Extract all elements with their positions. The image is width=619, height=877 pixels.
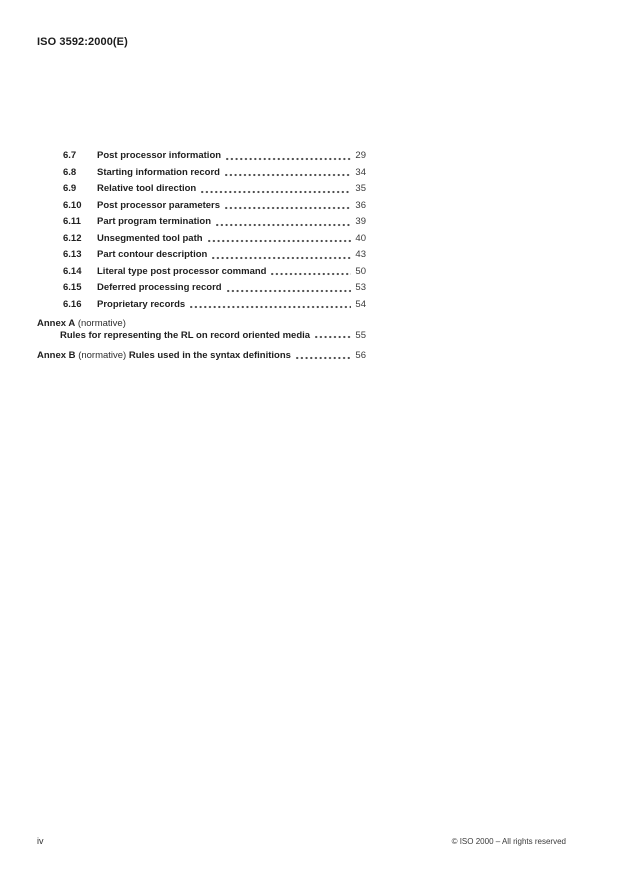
section-number: 6.12 [63, 232, 82, 244]
section-number: 6.14 [63, 265, 82, 277]
page-number: 55 [355, 329, 366, 341]
section-title: Post processor information [97, 150, 222, 161]
section-title: Part program termination [97, 216, 212, 227]
document-header-title: ISO 3592:2000(E) [37, 36, 128, 48]
page-number: 36 [355, 199, 366, 211]
annex-label: Annex A [37, 318, 76, 329]
section-number: 6.16 [63, 298, 82, 310]
toc-entry [63, 231, 366, 248]
section-number: 6.10 [63, 199, 82, 211]
section-title: Post processor parameters [97, 199, 221, 211]
toc-entry [63, 280, 366, 297]
section-title: Starting information record [97, 166, 220, 178]
section-number: 6.13 [63, 249, 82, 260]
toc-entry [63, 181, 366, 198]
toc-entry [63, 198, 366, 215]
annex-label: Annex B [37, 350, 76, 362]
dot-leader [208, 239, 351, 243]
annex-title: Rules used in the syntax definitions [128, 350, 291, 362]
section-title: Deferred processing record [97, 282, 222, 293]
dot-leader [226, 157, 351, 161]
page-number: 29 [355, 150, 366, 161]
toc-entry [63, 264, 366, 281]
section-number: 6.15 [63, 282, 82, 293]
page-number: 53 [355, 282, 366, 293]
dot-leader [296, 356, 351, 360]
page-number: 43 [355, 249, 366, 260]
footer-page-number: iv [37, 836, 44, 846]
page-number: 39 [355, 216, 366, 227]
page-number: 54 [355, 298, 366, 310]
table-of-contents [37, 148, 366, 362]
section-title: Relative tool direction [97, 183, 197, 194]
page-number: 35 [355, 183, 366, 194]
dot-leader [271, 272, 351, 276]
toc-annex-a [37, 318, 366, 341]
dot-leader [212, 256, 351, 260]
annex-qualifier: (normative) [78, 350, 127, 362]
page-number: 56 [355, 350, 366, 362]
toc-entry [63, 247, 366, 264]
toc-annex-b [37, 350, 366, 362]
annex-a-heading [37, 318, 366, 330]
page-number: 50 [355, 265, 366, 277]
dot-leader [201, 190, 351, 194]
toc-entry [63, 214, 366, 231]
dot-leader [225, 206, 351, 210]
dot-leader [190, 305, 351, 309]
section-number: 6.8 [63, 166, 77, 178]
dot-leader [216, 223, 351, 227]
section-number: 6.11 [63, 216, 81, 227]
dot-leader [315, 335, 351, 339]
annex-a-entry [37, 330, 366, 342]
section-title: Unsegmented tool path [97, 232, 203, 244]
page-number: 40 [355, 232, 366, 244]
section-number: 6.9 [63, 183, 77, 194]
section-number: 6.7 [63, 150, 77, 161]
toc-entry [63, 165, 366, 182]
dot-leader [227, 289, 351, 293]
annex-qualifier: (normative) [77, 318, 126, 329]
annex-b-text [37, 350, 291, 362]
footer-copyright-notice: © ISO 2000 – All rights reserved [451, 837, 566, 846]
section-title: Literal type post processor command [97, 265, 267, 277]
toc-entry [63, 148, 366, 165]
document-footer [37, 836, 566, 846]
section-title: Part contour description [97, 249, 208, 260]
annex-title: Rules for representing the RL on record oriented media [60, 329, 311, 341]
section-title: Proprietary records [97, 298, 186, 310]
toc-section-list [37, 148, 366, 313]
page-number: 34 [355, 166, 366, 178]
dot-leader [225, 173, 351, 177]
toc-entry [63, 297, 366, 314]
